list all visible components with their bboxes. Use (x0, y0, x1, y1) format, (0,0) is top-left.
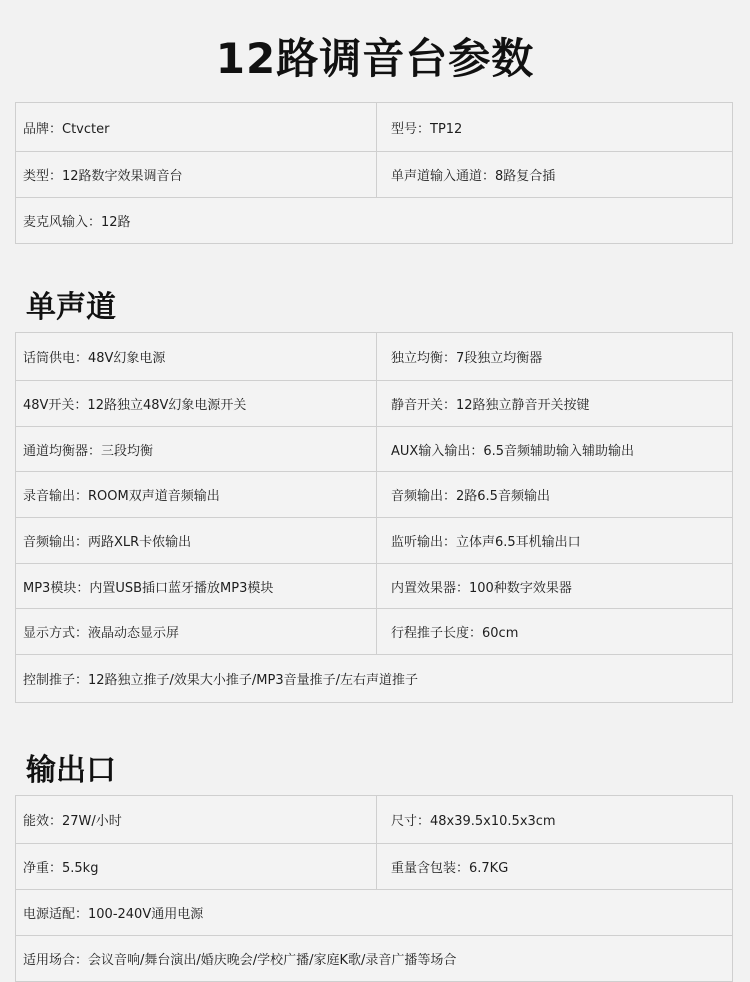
section-title-output: 输出口 (26, 753, 116, 788)
spec-cell: 监听输出：立体声6.5耳机输出口 (377, 518, 733, 564)
spec-cell: 尺寸：48x39.5x10.5x3cm (377, 796, 733, 844)
table-row (16, 655, 733, 703)
table-row (16, 198, 733, 244)
mono-input-cell: 单声道输入通道：8路复合插 (377, 152, 733, 198)
spec-cell: 静音开关：12路独立静音开关按键 (377, 381, 733, 427)
mic-input-cell: 麦克风输入：12路 (16, 198, 733, 244)
table-row (16, 890, 733, 936)
table-row (16, 609, 733, 655)
spec-cell: 录音输出：ROOM双声道音频输出 (16, 472, 377, 518)
section-title-mono: 单声道 (26, 290, 116, 325)
spec-cell: 控制推子：12路独立推子/效果大小推子/MP3音量推子/左右声道推子 (16, 655, 733, 703)
spec-cell: 音频输出：2路6.5音频输出 (377, 472, 733, 518)
model-cell: 型号：TP12 (377, 103, 733, 152)
type-cell: 类型：12路数字效果调音台 (16, 152, 377, 198)
spec-cell: 独立均衡：7段独立均衡器 (377, 333, 733, 381)
table-row (16, 103, 733, 152)
spec-cell: AUX输入输出：6.5音频辅助输入辅助输出 (377, 427, 733, 472)
table-row (16, 936, 733, 982)
spec-cell: 重量含包装：6.7KG (377, 844, 733, 890)
table-row (16, 796, 733, 844)
table-row (16, 844, 733, 890)
basic-spec-table (15, 102, 733, 244)
table-row (16, 427, 733, 472)
table-row (16, 152, 733, 198)
spec-cell: 话筒供电：48V幻象电源 (16, 333, 377, 381)
table-row (16, 381, 733, 427)
output-spec-table (15, 795, 733, 982)
spec-cell: 显示方式：液晶动态显示屏 (16, 609, 377, 655)
spec-cell: 适用场合：会议音响/舞台演出/婚庆晚会/学校广播/家庭K歌/录音广播等场合 (16, 936, 733, 982)
page-title: 12路调音台参数 (215, 34, 535, 83)
spec-cell: 能效：27W/小时 (16, 796, 377, 844)
spec-cell: 电源适配：100-240V通用电源 (16, 890, 733, 936)
spec-cell: 内置效果器：100种数字效果器 (377, 564, 733, 609)
brand-cell: 品牌：Ctvcter (16, 103, 377, 152)
spec-cell: 通道均衡器：三段均衡 (16, 427, 377, 472)
spec-cell: 行程推子长度：60cm (377, 609, 733, 655)
mono-spec-table (15, 332, 733, 703)
table-row (16, 564, 733, 609)
table-row (16, 472, 733, 518)
table-row (16, 518, 733, 564)
spec-cell: 音频输出：两路XLR卡侬输出 (16, 518, 377, 564)
spec-cell: 48V开关：12路独立48V幻象电源开关 (16, 381, 377, 427)
spec-cell: 净重：5.5kg (16, 844, 377, 890)
table-row (16, 333, 733, 381)
spec-cell: MP3模块：内置USB插口蓝牙播放MP3模块 (16, 564, 377, 609)
